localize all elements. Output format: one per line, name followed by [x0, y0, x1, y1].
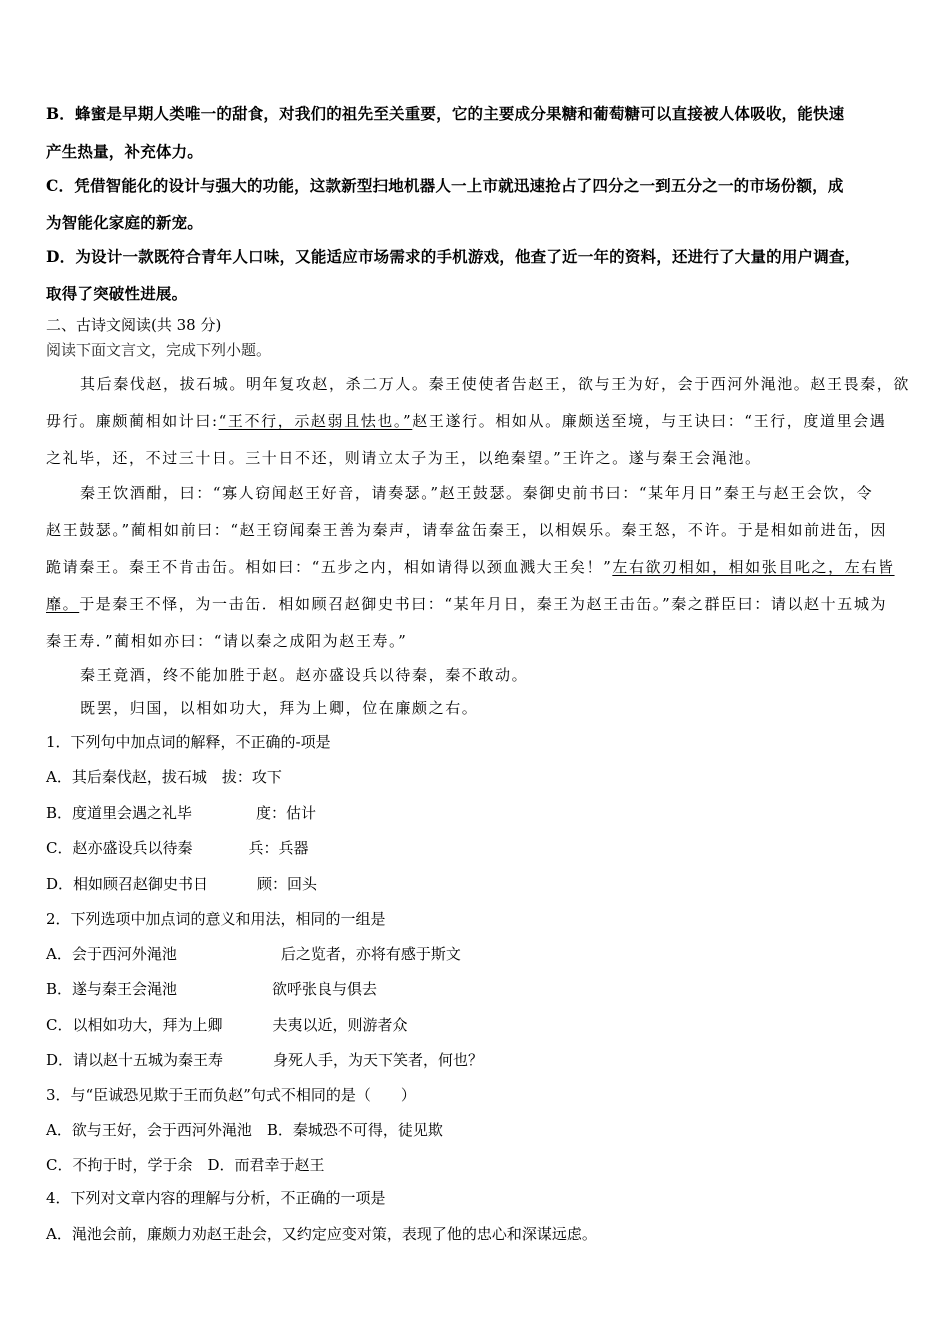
option-d-line1	[46, 245, 860, 267]
section-instruction: 阅读下面文言文，完成下列小题。	[46, 341, 272, 359]
passage-p2-line1: 秦王饮酒酣，曰：“寡人窃闻赵王好音，请奏瑟。”赵王鼓瑟。秦御史前书曰：“某年月日”秦王与赵王会饮，令	[80, 484, 874, 502]
option-text: 蜂蜜是早期人类唯一的甜食，对我们的祖先至关重要，它的主要成分果糖和葡萄糖可以直接被人体吸收，能快速	[75, 104, 845, 123]
option-label: B．	[46, 980, 73, 998]
option-text: 赵亦盛设兵以待秦	[72, 839, 193, 857]
underlined-sentence: “王不行，示赵弱且怯也。”	[218, 412, 413, 430]
passage-p2-line4	[46, 593, 887, 614]
option-gloss: 后之览者，亦将有感于斯文	[280, 945, 461, 963]
question-1-option-d	[46, 873, 317, 894]
question-4-stem: 4．下列对文章内容的理解与分析，不正确的一项是	[46, 1189, 386, 1207]
option-text: 遂与秦王会渑池	[72, 980, 178, 998]
question-2-option-c	[46, 1014, 408, 1035]
passage-p1-line2	[46, 410, 886, 431]
option-label: C．	[46, 176, 75, 195]
passage-text: 跪请秦王。秦王不肯击缶。相如曰：“五步之内，相如请得以颈血溅大王矣！”	[46, 558, 613, 576]
option-gloss: 拔：攻下	[221, 768, 282, 786]
passage-p1-line3: 之礼毕，还，不过三十日。三十日不还，则请立太子为王，以绝秦望。”王许之。遂与秦王会渑池。	[46, 449, 762, 467]
question-1-option-b	[46, 802, 316, 823]
option-label: B．	[46, 104, 76, 123]
option-text: 渑池会前，廉颇力劝赵王赴会，又约定应变对策，表现了他的忠心和深谋远虑。	[71, 1225, 597, 1243]
question-2-option-a	[46, 943, 461, 964]
option-text: 其后秦伐赵，拔石城	[71, 768, 207, 786]
question-1-option-a	[46, 766, 282, 787]
option-b-line1	[46, 102, 844, 124]
passage-p4: 既罢，归国，以相如功大，拜为上卿，位在廉颇之右。	[80, 699, 479, 717]
option-gloss: 身死人手，为天下笑者，何也？	[273, 1051, 484, 1069]
passage-p2-line5: 秦王寿．”蔺相如亦曰：“请以秦之成阳为赵王寿。”	[46, 632, 408, 650]
option-gloss: 夫夷以近，则游者众	[272, 1016, 408, 1034]
option-text: 会于西河外渑池	[71, 945, 177, 963]
passage-text: 于是秦王不怿，为一击缶．相如顾召赵御史书曰：“某年月日，秦王为赵王击缶。”秦之群臣曰：请以赵十五城为	[79, 595, 888, 613]
question-2-option-b	[46, 978, 377, 999]
option-gloss: 顾：回头	[257, 875, 318, 893]
passage-p3: 秦王竟酒，终不能加胜于赵。赵亦盛设兵以待秦，秦不敢动。	[80, 666, 529, 684]
option-gloss: 兵：兵器	[248, 839, 309, 857]
question-3-stem: 3．与“臣诚恐见欺于王而负赵”句式不相同的是（ ）	[46, 1086, 416, 1104]
question-2-option-d	[46, 1049, 483, 1070]
option-gloss: 欲呼张良与俱去	[272, 980, 378, 998]
option-text: 以相如功大，拜为上卿	[72, 1016, 223, 1034]
option-label: C．	[46, 839, 73, 857]
option-gloss: 度：估计	[256, 804, 317, 822]
passage-p2-line3	[46, 556, 895, 577]
passage-p2-line2: 赵王鼓瑟。”蔺相如前曰：“赵王窃闻秦王善为秦声，请奉盆缶秦王，以相娱乐。秦王怒，不许。于是相如前进缶，因	[46, 521, 888, 539]
option-text: 度道里会遇之礼毕	[72, 804, 193, 822]
option-label: A．	[46, 768, 72, 786]
question-2-stem: 2．下列选项中加点词的意义和用法，相同的一组是	[46, 910, 386, 928]
question-4-option-a	[46, 1223, 597, 1244]
question-1-stem: 1．下列句中加点词的解释，不正确的-项是	[46, 733, 331, 751]
option-label: D．	[46, 247, 76, 266]
option-text: 为设计一款既符合青年人口味，又能适应市场需求的手机游戏，他查了近一年的资料，还进行了大量的用户调查，	[75, 247, 861, 266]
option-text: 相如顾召赵御史书日	[73, 875, 209, 893]
option-label: D．	[46, 1051, 74, 1069]
option-label: C．	[46, 1016, 73, 1034]
option-b-line2: 产生热量，补充体力。	[46, 142, 204, 161]
option-text: 凭借智能化的设计与强大的功能，这款新型扫地机器人一上市就迅速抢占了四分之一到五分之一的市场份额，成	[74, 176, 844, 195]
passage-p1-line1: 其后秦伐赵，拔石城。明年复攻赵，杀二万人。秦王使使者告赵王，欲与王为好，会于西河外渑池。赵王畏秦，欲	[80, 375, 911, 393]
underlined-sentence: 左右欲刃相如，相如张目叱之，左右皆	[612, 558, 895, 576]
option-label: A．	[46, 945, 72, 963]
option-c-line1	[46, 174, 844, 196]
underlined-sentence: 靡。	[46, 595, 80, 613]
option-label: B．	[46, 804, 73, 822]
option-label: A．	[46, 1225, 72, 1243]
option-label: D．	[46, 875, 74, 893]
question-1-option-c	[46, 837, 309, 858]
option-c-line2: 为智能化家庭的新宠。	[46, 213, 204, 232]
option-text: 请以赵十五城为秦王寿	[73, 1051, 224, 1069]
question-3-options-row2: C．不拘于时，学于余 D．而君幸于赵王	[46, 1156, 325, 1174]
option-d-line2: 取得了突破性进展。	[46, 284, 188, 303]
passage-text: 赵王遂行。相如从。廉颇送至境，与王诀曰：“王行，度道里会遇	[412, 412, 887, 430]
question-3-options-row1: A．欲与王好，会于西河外渑池 B．秦城恐不可得，徒见欺	[46, 1121, 443, 1139]
section-title: 二、古诗文阅读(共 38 分)	[46, 316, 222, 334]
passage-text: 毋行。廉颇蔺相如计曰:	[46, 412, 219, 430]
